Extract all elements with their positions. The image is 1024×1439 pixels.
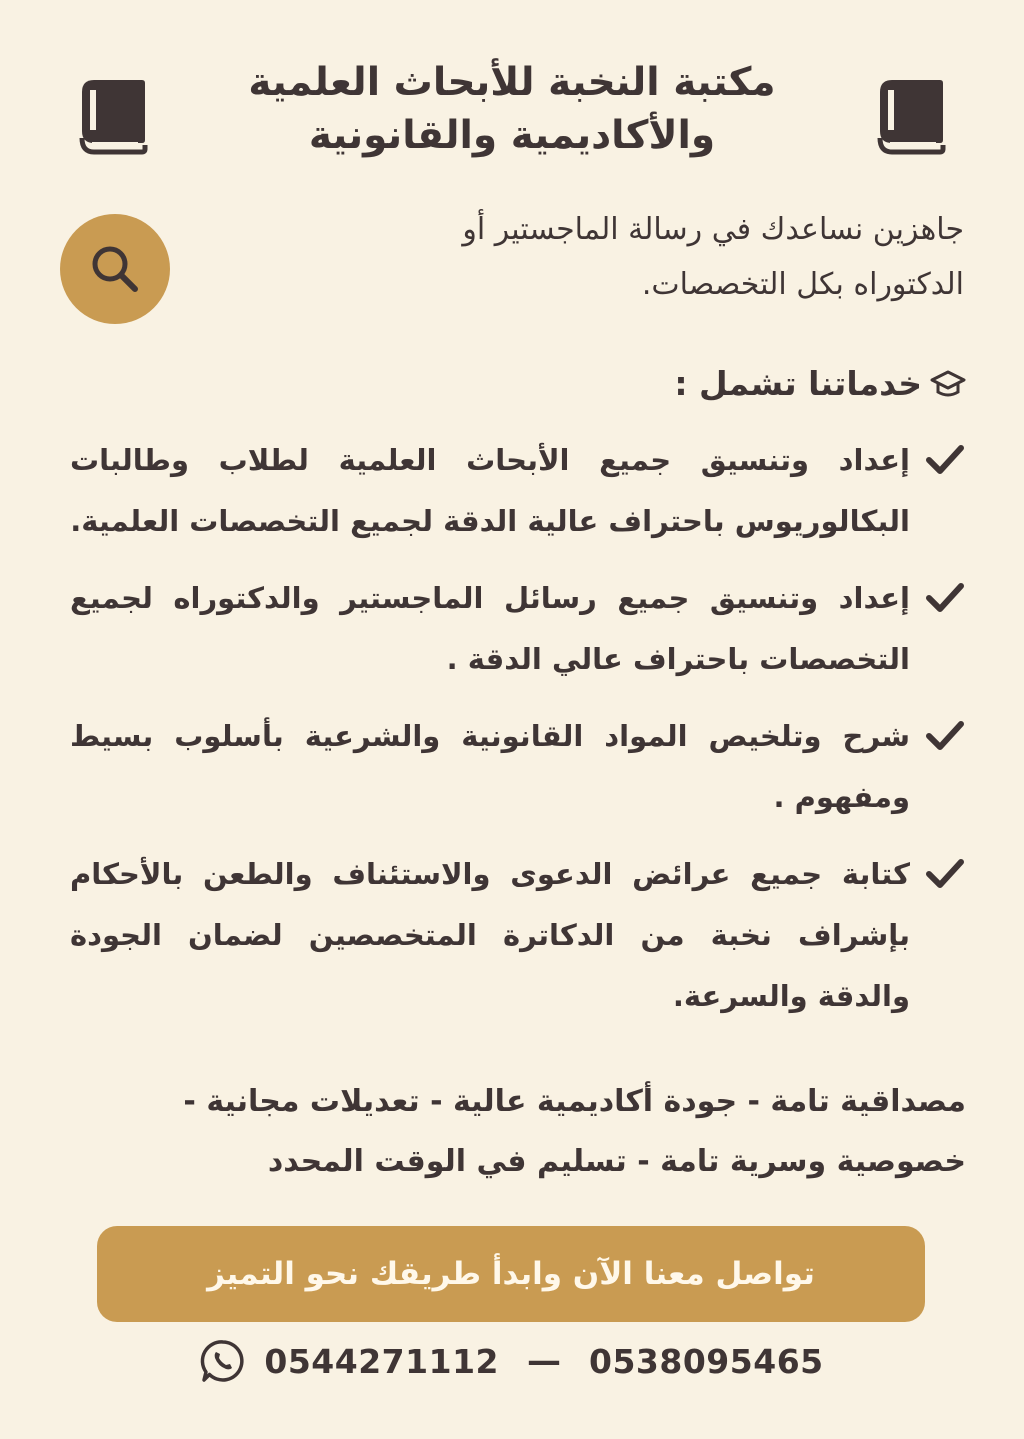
- whatsapp-icon[interactable]: [200, 1338, 246, 1384]
- contact-row: [0, 1338, 1024, 1384]
- service-item: [70, 706, 966, 828]
- services-heading: [674, 364, 966, 403]
- page-title: [160, 56, 864, 162]
- service-item-text: شرح وتلخيص المواد القانونية والشرعية بأسلوب بسيط ومفهوم .: [70, 719, 910, 814]
- phone-number-1[interactable]: 0544271112: [264, 1341, 499, 1381]
- book-icon: [876, 78, 946, 158]
- service-item: [70, 430, 966, 552]
- book-icon: [78, 78, 148, 158]
- service-item-text: إعداد وتنسيق جميع الأبحاث العلمية لطلاب وطالبات البكالوريوس باحتراف عالية الدقة لجميع التخصصات العلمية.: [70, 443, 910, 538]
- service-item: [70, 568, 966, 690]
- intro-line-1: جاهزين نساعدك في رسالة الماجستير أو: [462, 212, 964, 247]
- title-line-2: والأكاديمية والقانونية: [308, 113, 716, 158]
- search-icon: [85, 239, 145, 299]
- intro-line-2: الدكتوراه بكل التخصصات.: [641, 267, 964, 302]
- contact-us-button[interactable]: تواصل معنا الآن وابدأ طريقك نحو التميز: [97, 1226, 925, 1322]
- features-line-2: خصوصية وسرية تامة - تسليم في الوقت المحدد: [267, 1144, 966, 1179]
- intro-section: [52, 202, 964, 322]
- service-item-text: كتابة جميع عرائض الدعوى والاستئناف والطعن بالأحكام بإشراف نخبة من الدكاترة المتخصصين لضمان الجودة والدقة والسرعة.: [70, 857, 910, 1013]
- title-line-1: مكتبة النخبة للأبحاث العلمية: [248, 60, 776, 105]
- checkmark-icon: [924, 714, 966, 756]
- phone-separator: —: [527, 1341, 561, 1381]
- features-text: [58, 1072, 966, 1192]
- service-item: [70, 844, 966, 1027]
- phone-number-2[interactable]: 0538095465: [589, 1341, 824, 1381]
- service-item-text: إعداد وتنسيق جميع رسائل الماجستير والدكتوراه لجميع التخصصات باحتراف عالي الدقة .: [70, 581, 910, 676]
- services-heading-text: خدماتنا تشمل :: [674, 364, 922, 403]
- checkmark-icon: [924, 438, 966, 480]
- graduation-cap-icon: [930, 366, 966, 402]
- features-line-1: مصداقية تامة - جودة أكاديمية عالية - تعديلات مجانية -: [183, 1084, 966, 1119]
- intro-text: [224, 202, 964, 312]
- checkmark-icon: [924, 852, 966, 894]
- services-list: [70, 430, 966, 1043]
- checkmark-icon: [924, 576, 966, 618]
- header: [70, 46, 954, 186]
- search-badge: [60, 214, 170, 324]
